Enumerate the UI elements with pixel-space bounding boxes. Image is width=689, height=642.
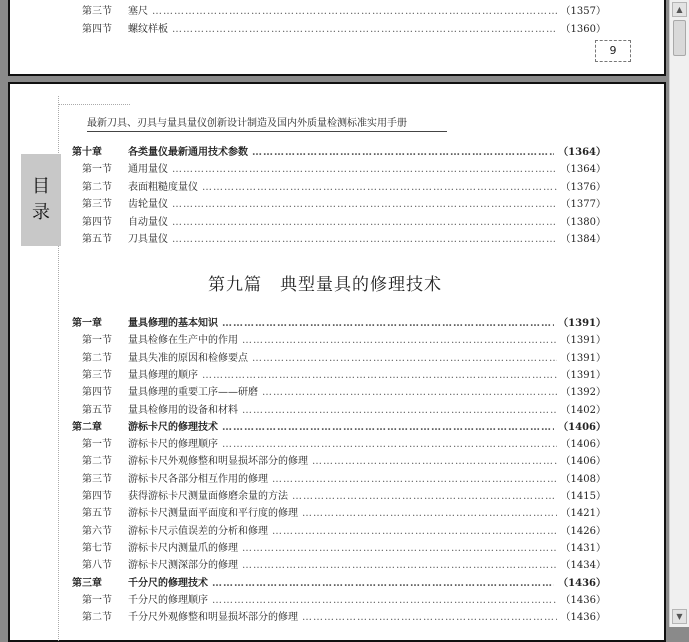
toc-page xyxy=(8,82,666,642)
toc-page-number: （1415） xyxy=(560,491,606,502)
toc-page-number: （1377） xyxy=(560,199,606,211)
toc-page-number: （1431） xyxy=(560,542,606,554)
toc-section-row[interactable] xyxy=(82,541,606,557)
dot-leader xyxy=(312,454,557,470)
toc-page-number: （1391） xyxy=(560,335,606,347)
toc-number: 第三节 xyxy=(82,6,112,17)
toc-section-row[interactable] xyxy=(82,22,606,38)
toc-number: 第七节 xyxy=(82,542,112,554)
toc-number: 第一节 xyxy=(82,594,112,606)
toc-section-row[interactable] xyxy=(82,180,606,196)
toc-section-row[interactable] xyxy=(82,506,606,522)
dot-leader xyxy=(272,472,557,488)
toc-title: 螺纹样板 xyxy=(128,23,168,35)
toc-page-number: （1436） xyxy=(558,577,606,589)
toc-title: 游标卡尺的修理技术 xyxy=(128,421,218,433)
toc-page-number: （1391） xyxy=(558,318,606,329)
toc-number: 第二节 xyxy=(82,612,112,624)
toc-title: 游标卡尺示值误差的分析和修理 xyxy=(128,525,268,537)
tab-char-1: 目 xyxy=(32,176,50,197)
page-number: 9 xyxy=(595,40,631,62)
toc-page-number: （1364） xyxy=(558,147,606,158)
dot-leader xyxy=(302,610,557,626)
toc-number: 第五节 xyxy=(82,234,112,245)
toc-number: 第四节 xyxy=(82,491,112,502)
dot-leader xyxy=(172,162,557,178)
dot-leader xyxy=(152,4,557,20)
toc-page-number: （1434） xyxy=(560,560,606,572)
toc-title: 塞尺 xyxy=(128,6,148,17)
toc-section-row[interactable] xyxy=(82,593,606,609)
toc-number: 第四节 xyxy=(82,387,112,399)
toc-page-number: （1364） xyxy=(560,164,606,176)
toc-page-number: （1421） xyxy=(560,508,606,520)
toc-section-row[interactable] xyxy=(82,472,606,488)
previous-page xyxy=(8,0,666,76)
toc-number: 第一节 xyxy=(82,335,112,347)
toc-page-number: （1391） xyxy=(560,369,606,381)
toc-title: 千分尺外观修整和明显损坏部分的修理 xyxy=(128,612,298,624)
toc-title: 千分尺的修理技术 xyxy=(128,577,208,589)
toc-page-number: （1436） xyxy=(560,594,606,606)
toc-title: 各类量仪最新通用技术参数 xyxy=(128,147,248,158)
toc-page-number: （1392） xyxy=(560,387,606,399)
toc-number: 第三章 xyxy=(72,577,102,589)
dot-leader xyxy=(222,420,554,436)
toc-title: 通用量仪 xyxy=(128,164,168,176)
toc-page-number: （1406） xyxy=(558,421,606,433)
toc-section-row[interactable] xyxy=(82,558,606,574)
toc-title: 量具修理的重要工序——研磨 xyxy=(128,387,258,399)
dot-leader xyxy=(242,403,557,419)
dot-leader xyxy=(212,576,554,592)
toc-title: 千分尺的修理顺序 xyxy=(128,594,208,606)
toc-section-row[interactable] xyxy=(82,524,606,540)
toc-section-row[interactable] xyxy=(82,489,606,505)
scroll-down-icon[interactable]: ▼ xyxy=(672,609,687,624)
dot-leader xyxy=(242,558,557,574)
toc-page-number: （1391） xyxy=(560,352,606,364)
toc-number: 第四节 xyxy=(82,23,112,35)
dot-leader xyxy=(262,385,557,401)
toc-page-number: （1406） xyxy=(560,456,606,468)
toc-tab xyxy=(21,154,61,246)
toc-title: 游标卡尺内测量爪的修理 xyxy=(128,542,238,554)
toc-title: 量具修理的基本知识 xyxy=(128,318,218,329)
toc-number: 第四节 xyxy=(82,216,112,228)
toc-number: 第二节 xyxy=(82,456,112,468)
toc-number: 第三节 xyxy=(82,369,112,381)
toc-page-number: （1357） xyxy=(560,6,606,17)
toc-section-row[interactable] xyxy=(82,162,606,178)
toc-title: 表面粗糙度量仪 xyxy=(128,181,198,193)
toc-page-number: （1360） xyxy=(560,23,606,35)
scroll-up-icon[interactable]: ▲ xyxy=(672,2,687,17)
margin-guide-top xyxy=(58,104,130,105)
toc-section-row[interactable] xyxy=(82,403,606,419)
toc-number: 第八节 xyxy=(82,560,112,572)
toc-section-row[interactable] xyxy=(82,610,606,626)
dot-leader xyxy=(222,316,554,332)
toc-number: 第五节 xyxy=(82,404,112,416)
dot-leader xyxy=(172,215,557,231)
toc-section-row[interactable] xyxy=(82,368,606,384)
toc-page-number: （1376） xyxy=(560,181,606,193)
dot-leader xyxy=(212,593,557,609)
toc-chapter-row[interactable] xyxy=(72,420,606,436)
dot-leader xyxy=(172,22,557,38)
dot-leader xyxy=(272,524,557,540)
toc-section-row[interactable] xyxy=(82,333,606,349)
dot-leader xyxy=(302,506,557,522)
toc-page-number: （1384） xyxy=(560,234,606,245)
toc-chapter-row[interactable] xyxy=(72,576,606,592)
toc-title: 游标卡尺各部分相互作用的修理 xyxy=(128,473,268,485)
toc-section-row[interactable] xyxy=(82,4,606,20)
dot-leader xyxy=(222,437,557,453)
scroll-thumb[interactable] xyxy=(673,20,686,56)
toc-title: 量具修理的顺序 xyxy=(128,369,198,381)
dot-leader xyxy=(242,541,557,557)
toc-section-row[interactable] xyxy=(82,351,606,367)
toc-title: 刀具量仪 xyxy=(128,234,168,245)
toc-title: 获得游标卡尺测量面修磨余量的方法 xyxy=(128,491,288,502)
toc-title: 量具检修在生产中的作用 xyxy=(128,335,238,347)
toc-section-row[interactable] xyxy=(82,437,606,453)
toc-number: 第一章 xyxy=(72,318,102,329)
toc-number: 第一节 xyxy=(82,164,112,176)
vertical-scrollbar[interactable] xyxy=(669,0,689,627)
toc-title: 游标卡尺测量面平面度和平行度的修理 xyxy=(128,508,298,520)
dot-leader xyxy=(292,489,557,505)
toc-page-number: （1408） xyxy=(560,473,606,485)
toc-section-row[interactable] xyxy=(82,197,606,213)
toc-number: 第三节 xyxy=(82,199,112,211)
toc-page-number: （1426） xyxy=(560,525,606,537)
toc-title: 量具检修用的设备和材料 xyxy=(128,404,238,416)
toc-number: 第二节 xyxy=(82,181,112,193)
dot-leader xyxy=(172,232,557,248)
toc-number: 第三节 xyxy=(82,473,112,485)
running-head: 最新刀具、刃具与量具量仪创新设计制造及国内外质量检测标准实用手册 xyxy=(87,114,447,132)
toc-number: 第二章 xyxy=(72,421,102,433)
dot-leader xyxy=(202,180,557,196)
dot-leader xyxy=(172,197,557,213)
toc-chapter-row[interactable] xyxy=(72,145,606,161)
toc-title: 齿轮量仪 xyxy=(128,199,168,211)
toc-page-number: （1406） xyxy=(560,439,606,451)
toc-title: 游标卡尺的修理顺序 xyxy=(128,439,218,451)
toc-section-row[interactable] xyxy=(82,232,606,248)
tab-char-2: 录 xyxy=(32,202,50,223)
toc-page-number: （1380） xyxy=(560,216,606,228)
part-title: 第九篇 典型量具的修理技术 xyxy=(208,275,442,295)
dot-leader xyxy=(242,333,557,349)
toc-page-number: （1436） xyxy=(560,612,606,624)
toc-number: 第一节 xyxy=(82,439,112,451)
toc-section-row[interactable] xyxy=(82,454,606,470)
toc-title: 自动量仪 xyxy=(128,216,168,228)
toc-page-number: （1402） xyxy=(560,404,606,416)
toc-number: 第五节 xyxy=(82,508,112,520)
dot-leader xyxy=(202,368,557,384)
toc-section-row[interactable] xyxy=(82,215,606,231)
dot-leader xyxy=(252,351,557,367)
toc-title: 量具失准的原因和检修要点 xyxy=(128,352,248,364)
toc-chapter-row[interactable] xyxy=(72,316,606,332)
toc-title: 游标卡尺外观修整和明显损坏部分的修理 xyxy=(128,456,308,468)
toc-section-row[interactable] xyxy=(82,385,606,401)
toc-number: 第六节 xyxy=(82,525,112,537)
dot-leader xyxy=(252,145,554,161)
toc-number: 第二节 xyxy=(82,352,112,364)
toc-title: 游标卡尺测深部分的修理 xyxy=(128,560,238,572)
toc-number: 第十章 xyxy=(72,147,102,158)
